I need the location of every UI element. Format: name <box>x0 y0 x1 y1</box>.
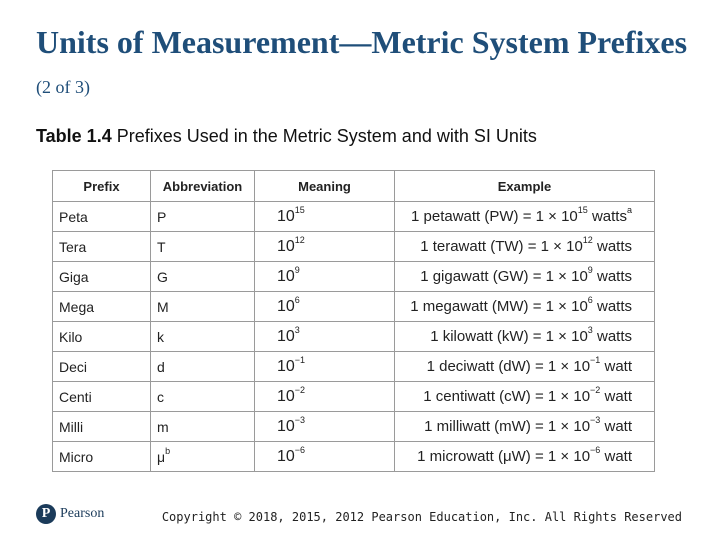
meaning-exponent: 3 <box>294 324 300 335</box>
example-footnote: a <box>626 205 632 215</box>
example-cell <box>395 232 655 262</box>
meaning-cell <box>255 202 395 232</box>
example-equation: = 1 × 10 <box>534 358 591 375</box>
meaning-exponent: 6 <box>294 294 300 305</box>
table-header-row <box>53 171 655 202</box>
abbreviation-cell <box>151 442 255 472</box>
example-exponent: −6 <box>590 445 601 455</box>
example-exponent: 12 <box>582 235 593 245</box>
example-unit-name: watts <box>592 298 632 315</box>
table-row <box>53 232 655 262</box>
example-exponent: 15 <box>577 205 588 215</box>
slide-title-part: (2 of 3) <box>36 77 90 97</box>
prefix-cell: Tera <box>53 232 151 262</box>
header-abbreviation: Abbreviation <box>151 171 255 202</box>
table-body <box>53 202 655 472</box>
meaning-base: 10 <box>277 267 295 285</box>
example-exponent: 3 <box>587 325 593 335</box>
table-caption-text: Prefixes Used in the Metric System and with SI Units <box>116 126 537 146</box>
slide-title <box>36 22 696 107</box>
example-equation: = 1 × 10 <box>534 418 591 435</box>
abbreviation-footnote: b <box>165 445 171 456</box>
meaning-cell <box>255 412 395 442</box>
meaning-base: 10 <box>277 207 295 225</box>
example-cell <box>395 202 655 232</box>
abbreviation-cell <box>151 262 255 292</box>
example-unit: 1 petawatt (PW) <box>411 208 519 225</box>
meaning-cell <box>255 352 395 382</box>
example-cell <box>395 442 655 472</box>
example-unit: 1 centiwatt (cW) <box>423 388 531 405</box>
example-unit: 1 gigawatt (GW) <box>420 268 529 285</box>
example-equation: = 1 × 10 <box>532 328 588 345</box>
example-unit: 1 terawatt (TW) <box>420 238 524 255</box>
example-exponent: −3 <box>590 415 601 425</box>
prefix-cell: Deci <box>53 352 151 382</box>
table-row <box>53 442 655 472</box>
example-cell <box>395 292 655 322</box>
example-cell <box>395 382 655 412</box>
abbreviation-text: μ <box>157 448 166 465</box>
meaning-base: 10 <box>277 387 295 405</box>
meaning-cell <box>255 382 395 412</box>
example-unit-name: watt <box>600 388 632 405</box>
example-unit-name: watts <box>587 208 627 225</box>
prefix-cell: Mega <box>53 292 151 322</box>
abbreviation-cell <box>151 232 255 262</box>
table-row <box>53 352 655 382</box>
meaning-exponent: −1 <box>294 354 306 365</box>
slide-title-main: Units of Measurement—Metric System Prefixes <box>36 24 688 60</box>
example-unit-name: watts <box>592 268 632 285</box>
meaning-exponent: 15 <box>294 204 305 215</box>
example-unit-name: watts <box>592 238 632 255</box>
prefix-cell: Milli <box>53 412 151 442</box>
example-equation: = 1 × 10 <box>527 238 583 255</box>
example-unit-name: watts <box>592 328 632 345</box>
abbreviation-cell <box>151 202 255 232</box>
meaning-base: 10 <box>277 327 295 345</box>
meaning-cell <box>255 442 395 472</box>
example-equation: = 1 × 10 <box>532 268 588 285</box>
example-exponent: 6 <box>587 295 593 305</box>
meaning-cell <box>255 262 395 292</box>
example-equation: = 1 × 10 <box>534 448 591 465</box>
table-row <box>53 382 655 412</box>
table-row <box>53 202 655 232</box>
abbreviation-cell <box>151 292 255 322</box>
example-unit: 1 kilowatt (kW) <box>430 328 529 345</box>
example-equation: = 1 × 10 <box>534 388 591 405</box>
header-example: Example <box>395 171 655 202</box>
example-equation: = 1 × 10 <box>522 208 578 225</box>
pearson-logo <box>36 503 104 525</box>
example-exponent: 9 <box>587 265 593 275</box>
abbreviation-text: c <box>157 388 164 405</box>
prefix-table <box>52 170 655 472</box>
meaning-cell <box>255 232 395 262</box>
abbreviation-text: P <box>157 208 167 225</box>
example-unit: 1 megawatt (MW) <box>410 298 529 315</box>
meaning-exponent: 9 <box>294 264 300 275</box>
example-unit-name: watt <box>600 418 632 435</box>
example-unit-name: watt <box>600 448 632 465</box>
table-row <box>53 262 655 292</box>
abbreviation-text: m <box>157 418 169 435</box>
abbreviation-cell <box>151 352 255 382</box>
meaning-cell <box>255 292 395 322</box>
example-unit-name: watt <box>600 358 632 375</box>
example-unit: 1 deciwatt (dW) <box>426 358 531 375</box>
abbreviation-cell <box>151 322 255 352</box>
example-unit: 1 microwatt (μW) <box>417 448 531 465</box>
table-row <box>53 412 655 442</box>
meaning-base: 10 <box>277 447 295 465</box>
prefix-cell: Kilo <box>53 322 151 352</box>
example-exponent: −1 <box>590 355 601 365</box>
abbreviation-text: M <box>157 298 169 315</box>
abbreviation-text: G <box>157 268 168 285</box>
meaning-exponent: −6 <box>294 444 306 455</box>
abbreviation-cell <box>151 382 255 412</box>
meaning-base: 10 <box>277 237 295 255</box>
example-exponent: −2 <box>590 385 601 395</box>
prefix-cell: Micro <box>53 442 151 472</box>
copyright-notice: Copyright © 2018, 2015, 2012 Pearson Education, Inc. All Rights Reserved <box>161 510 682 524</box>
prefix-cell: Peta <box>53 202 151 232</box>
header-meaning: Meaning <box>255 171 395 202</box>
table-caption <box>36 126 537 147</box>
example-equation: = 1 × 10 <box>532 298 588 315</box>
abbreviation-text: T <box>157 238 166 255</box>
meaning-base: 10 <box>277 417 295 435</box>
meaning-exponent: 12 <box>294 234 305 245</box>
example-cell <box>395 322 655 352</box>
example-unit: 1 milliwatt (mW) <box>424 418 531 435</box>
example-cell <box>395 412 655 442</box>
prefix-cell: Giga <box>53 262 151 292</box>
meaning-base: 10 <box>277 357 295 375</box>
abbreviation-text: k <box>157 328 164 345</box>
header-prefix: Prefix <box>53 171 151 202</box>
meaning-exponent: −3 <box>294 414 306 425</box>
prefix-cell: Centi <box>53 382 151 412</box>
meaning-cell <box>255 322 395 352</box>
example-cell <box>395 352 655 382</box>
pearson-wordmark: Pearson <box>60 506 105 521</box>
meaning-base: 10 <box>277 297 295 315</box>
example-cell <box>395 262 655 292</box>
abbreviation-cell <box>151 412 255 442</box>
meaning-exponent: −2 <box>294 384 306 395</box>
table-caption-label: Table 1.4 <box>36 126 112 146</box>
pearson-p-icon: P <box>36 504 56 524</box>
table-row <box>53 292 655 322</box>
table-row <box>53 322 655 352</box>
abbreviation-text: d <box>157 358 165 375</box>
